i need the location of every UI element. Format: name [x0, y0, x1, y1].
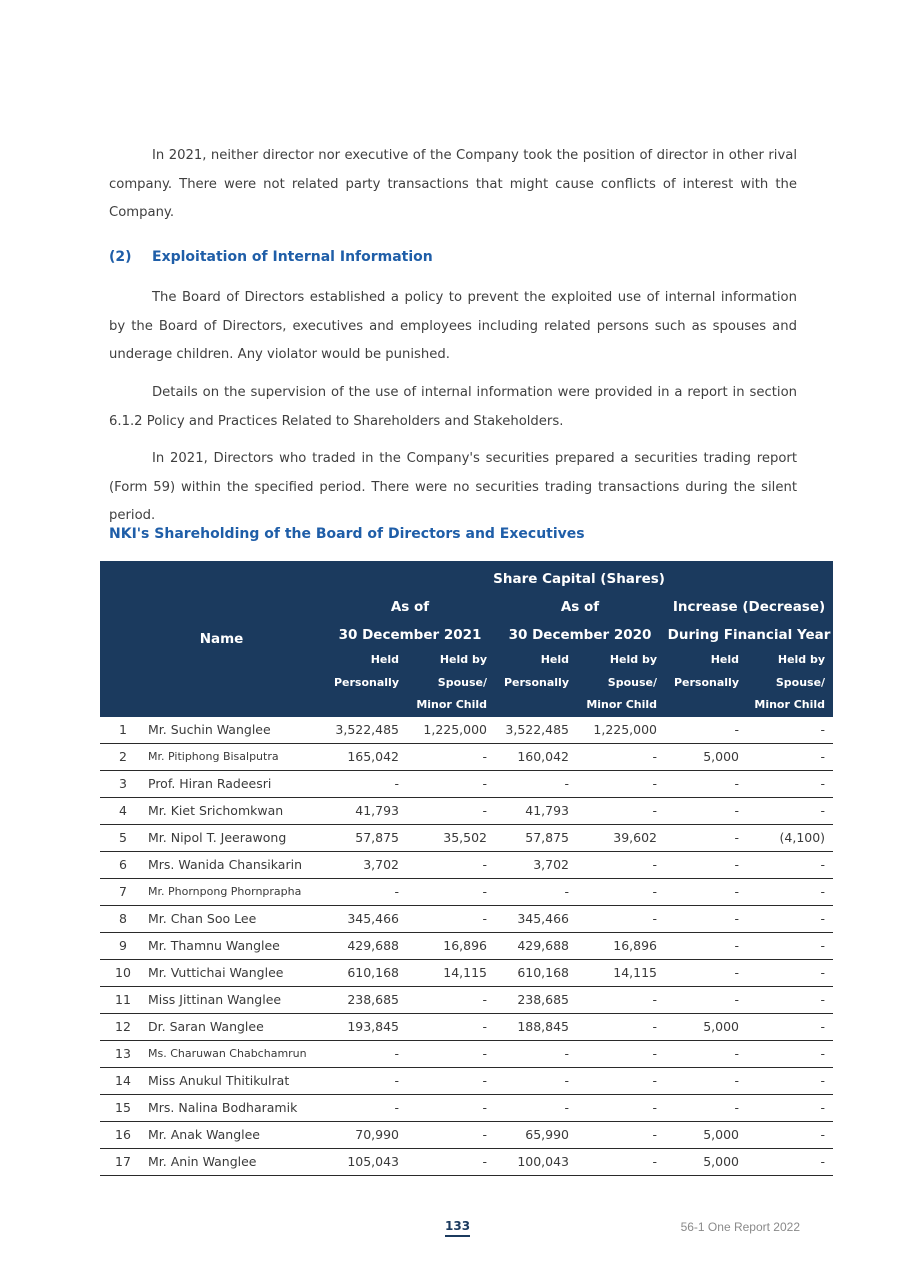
value-held-change: - [665, 986, 747, 1013]
value-held-2021: - [325, 878, 407, 905]
value-spouse-change: - [747, 1094, 833, 1121]
table-row [100, 986, 833, 1013]
page-number: 133 [445, 1219, 470, 1237]
director-name: Mr. Thamnu Wanglee [146, 932, 325, 959]
value-spouse-2020: - [577, 1013, 665, 1040]
row-number: 9 [100, 932, 146, 959]
value-spouse-change: - [747, 1013, 833, 1040]
table-row [100, 959, 833, 986]
value-held-change: - [665, 824, 747, 851]
value-held-change: - [665, 851, 747, 878]
value-spouse-change: - [747, 717, 833, 744]
value-spouse-2021: - [407, 743, 495, 770]
table-title: NKI's Shareholding of the Board of Directors and Executives [109, 526, 585, 542]
value-held-2020: - [495, 1067, 577, 1094]
value-held-change: - [665, 1067, 747, 1094]
value-held-2020: 188,845 [495, 1013, 577, 1040]
value-spouse-change: - [747, 878, 833, 905]
value-spouse-2020: - [577, 1121, 665, 1148]
value-held-change: - [665, 717, 747, 744]
director-name: Dr. Saran Wanglee [146, 1013, 325, 1040]
value-spouse-2021: - [407, 1121, 495, 1148]
name-column-header: Name [100, 561, 325, 717]
sub-held-2020: Held Personally [495, 649, 577, 717]
table-row [100, 1040, 833, 1067]
value-spouse-change: - [747, 1040, 833, 1067]
value-held-2021: 105,043 [325, 1148, 407, 1175]
col-group-2021-line1: As of [325, 593, 495, 621]
report-name: 56-1 One Report 2022 [680, 1220, 800, 1234]
value-spouse-change: - [747, 986, 833, 1013]
value-spouse-2021: - [407, 1013, 495, 1040]
value-held-2020: - [495, 1040, 577, 1067]
value-held-change: - [665, 770, 747, 797]
value-spouse-change: - [747, 797, 833, 824]
value-spouse-change: - [747, 1148, 833, 1175]
value-spouse-2020: - [577, 797, 665, 824]
value-spouse-2021: - [407, 797, 495, 824]
value-held-change: - [665, 905, 747, 932]
value-held-2020: 3,702 [495, 851, 577, 878]
value-spouse-2020: - [577, 770, 665, 797]
section-title: Exploitation of Internal Information [152, 249, 433, 265]
director-name: Mr. Pitiphong Bisalputra [146, 743, 325, 770]
value-spouse-2020: - [577, 905, 665, 932]
col-group-2021-line2: 30 December 2021 [325, 621, 495, 649]
table-row [100, 1148, 833, 1175]
table-row [100, 1094, 833, 1121]
row-number: 3 [100, 770, 146, 797]
value-spouse-2021: 14,115 [407, 959, 495, 986]
director-name: Mr. Anin Wanglee [146, 1148, 325, 1175]
value-held-2020: - [495, 770, 577, 797]
value-held-2021: 57,875 [325, 824, 407, 851]
value-held-2021: 345,466 [325, 905, 407, 932]
value-held-2021: - [325, 1040, 407, 1067]
director-name: Mr. Chan Soo Lee [146, 905, 325, 932]
paragraph-policy: The Board of Directors established a policy to prevent the exploited use of internal information by the Board of Directors, executives and employees including related persons such as spouses and underage children. Any violator would be punished. [109, 290, 797, 362]
value-held-change: 5,000 [665, 743, 747, 770]
sub-spouse-2021: Held by Spouse/ Minor Child [407, 649, 495, 717]
table-row [100, 1013, 833, 1040]
director-name: Mr. Anak Wanglee [146, 1121, 325, 1148]
value-held-2021: - [325, 1067, 407, 1094]
row-number: 13 [100, 1040, 146, 1067]
value-spouse-2020: - [577, 1094, 665, 1121]
value-held-2021: 70,990 [325, 1121, 407, 1148]
value-held-change: - [665, 932, 747, 959]
value-spouse-2021: - [407, 1148, 495, 1175]
paragraph-supervision: Details on the supervision of the use of internal information were provided in a report in section 6.1.2 Policy and Practices Related to Shareholders and Stakeholders. [109, 385, 797, 429]
value-held-2021: - [325, 1094, 407, 1121]
value-spouse-2020: - [577, 1040, 665, 1067]
share-capital-header: Share Capital (Shares) [325, 561, 833, 593]
value-held-change: - [665, 1040, 747, 1067]
value-spouse-2021: - [407, 986, 495, 1013]
value-held-2020: 345,466 [495, 905, 577, 932]
value-held-2020: - [495, 1094, 577, 1121]
table-row [100, 743, 833, 770]
table-row [100, 770, 833, 797]
value-held-2020: 41,793 [495, 797, 577, 824]
col-group-2020-line1: As of [495, 593, 665, 621]
value-held-2021: 3,702 [325, 851, 407, 878]
value-spouse-change: - [747, 905, 833, 932]
value-spouse-change: - [747, 851, 833, 878]
value-spouse-2021: - [407, 1067, 495, 1094]
director-name: Mr. Kiet Srichomkwan [146, 797, 325, 824]
row-number: 1 [100, 717, 146, 744]
value-spouse-2021: 1,225,000 [407, 717, 495, 744]
value-held-2021: - [325, 770, 407, 797]
table-row [100, 1067, 833, 1094]
value-held-2020: - [495, 878, 577, 905]
row-number: 12 [100, 1013, 146, 1040]
value-held-2021: 41,793 [325, 797, 407, 824]
row-number: 6 [100, 851, 146, 878]
value-spouse-2021: - [407, 905, 495, 932]
table-row [100, 797, 833, 824]
value-spouse-change: - [747, 959, 833, 986]
table-row [100, 878, 833, 905]
value-spouse-2020: 14,115 [577, 959, 665, 986]
value-held-2020: 100,043 [495, 1148, 577, 1175]
value-spouse-2020: - [577, 986, 665, 1013]
table-row [100, 905, 833, 932]
director-name: Mrs. Wanida Chansikarin [146, 851, 325, 878]
value-spouse-2020: - [577, 1148, 665, 1175]
value-spouse-2021: - [407, 1040, 495, 1067]
value-spouse-2021: - [407, 878, 495, 905]
director-name: Ms. Charuwan Chabchamrun [146, 1040, 325, 1067]
value-spouse-2020: 39,602 [577, 824, 665, 851]
value-held-2020: 429,688 [495, 932, 577, 959]
row-number: 11 [100, 986, 146, 1013]
value-held-change: 5,000 [665, 1121, 747, 1148]
col-group-change-line1: Increase (Decrease) [665, 593, 833, 621]
director-name: Prof. Hiran Radeesri [146, 770, 325, 797]
value-held-change: - [665, 959, 747, 986]
director-name: Mr. Nipol T. Jeerawong [146, 824, 325, 851]
director-name: Miss Jittinan Wanglee [146, 986, 325, 1013]
director-name: Mr. Phornpong Phornprapha [146, 878, 325, 905]
sub-held-2021: Held Personally [325, 649, 407, 717]
value-spouse-2020: - [577, 1067, 665, 1094]
value-spouse-2021: - [407, 1094, 495, 1121]
value-spouse-change: - [747, 932, 833, 959]
col-group-2020-line2: 30 December 2020 [495, 621, 665, 649]
value-held-change: 5,000 [665, 1148, 747, 1175]
sub-held-change: Held Personally [665, 649, 747, 717]
table-row [100, 824, 833, 851]
value-spouse-2020: - [577, 851, 665, 878]
director-name: Mr. Vuttichai Wanglee [146, 959, 325, 986]
director-name: Mr. Suchin Wanglee [146, 717, 325, 744]
row-number: 17 [100, 1148, 146, 1175]
row-number: 14 [100, 1067, 146, 1094]
value-spouse-change: - [747, 770, 833, 797]
value-spouse-2020: - [577, 878, 665, 905]
col-group-change-line2: During Financial Year [665, 621, 833, 649]
row-number: 2 [100, 743, 146, 770]
row-number: 16 [100, 1121, 146, 1148]
value-held-2021: 610,168 [325, 959, 407, 986]
row-number: 15 [100, 1094, 146, 1121]
row-number: 4 [100, 797, 146, 824]
value-spouse-2021: 16,896 [407, 932, 495, 959]
value-held-2020: 57,875 [495, 824, 577, 851]
paragraph-rival-positions: In 2021, neither director nor executive of the Company took the position of director in other rival company. There were not related party transactions that might cause conflicts of interest with the Company. [109, 148, 797, 220]
sub-spouse-change: Held by Spouse/ Minor Child [747, 649, 833, 717]
value-spouse-change: - [747, 1067, 833, 1094]
value-held-2021: 429,688 [325, 932, 407, 959]
value-held-change: - [665, 1094, 747, 1121]
shareholding-table [100, 561, 833, 1176]
table-row [100, 1121, 833, 1148]
table-row [100, 717, 833, 744]
value-held-2020: 610,168 [495, 959, 577, 986]
value-spouse-2020: - [577, 743, 665, 770]
value-spouse-change: (4,100) [747, 824, 833, 851]
table-row [100, 851, 833, 878]
sub-spouse-2020: Held by Spouse/ Minor Child [577, 649, 665, 717]
value-held-2020: 160,042 [495, 743, 577, 770]
value-held-2020: 3,522,485 [495, 717, 577, 744]
director-name: Miss Anukul Thitikulrat [146, 1067, 325, 1094]
value-held-2020: 238,685 [495, 986, 577, 1013]
value-spouse-2021: - [407, 770, 495, 797]
value-held-change: - [665, 797, 747, 824]
value-spouse-2020: 16,896 [577, 932, 665, 959]
section-number: (2) [109, 249, 132, 265]
value-spouse-change: - [747, 743, 833, 770]
row-number: 5 [100, 824, 146, 851]
value-held-2021: 165,042 [325, 743, 407, 770]
value-held-2021: 238,685 [325, 986, 407, 1013]
section-heading [109, 249, 433, 265]
value-spouse-2020: 1,225,000 [577, 717, 665, 744]
value-held-2021: 193,845 [325, 1013, 407, 1040]
value-held-change: 5,000 [665, 1013, 747, 1040]
value-held-2020: 65,990 [495, 1121, 577, 1148]
value-spouse-change: - [747, 1121, 833, 1148]
row-number: 7 [100, 878, 146, 905]
value-held-2021: 3,522,485 [325, 717, 407, 744]
paragraph-trading-report: In 2021, Directors who traded in the Company's securities prepared a securities trading report (Form 59) within the specified period. There were no securities trading transactions during the silent period. [109, 451, 797, 523]
row-number: 8 [100, 905, 146, 932]
value-spouse-2021: 35,502 [407, 824, 495, 851]
value-spouse-2021: - [407, 851, 495, 878]
value-held-change: - [665, 878, 747, 905]
director-name: Mrs. Nalina Bodharamik [146, 1094, 325, 1121]
table-row [100, 932, 833, 959]
row-number: 10 [100, 959, 146, 986]
